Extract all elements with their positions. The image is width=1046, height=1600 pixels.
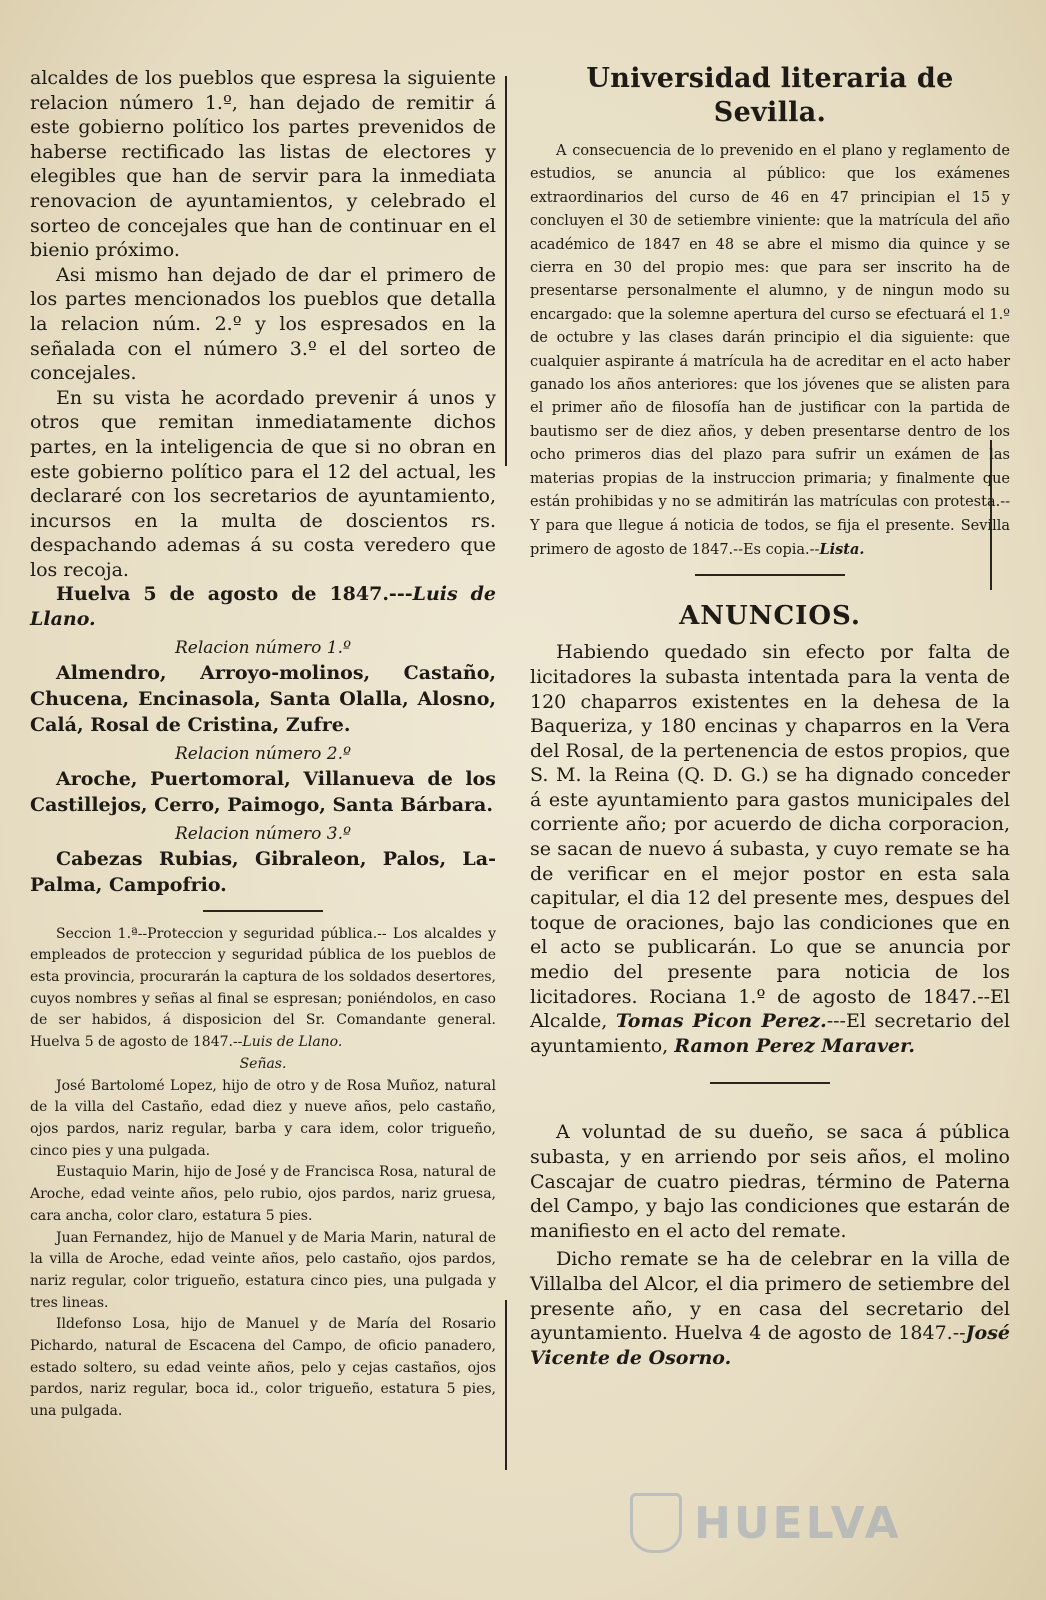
senas-item-4: Ildefonso Losa, hijo de Manuel y de María del Rosario Pichardo, natural de Escacena del Campo, de oficio panadero, estado soltero, su edad veinte años, pelo y cejas castaños, ojos pardos, nariz regular, boca id., color trigueño, estatura 5 pies, una pulgada. [30, 1316, 496, 1420]
intro-paragraph-3: En su vista he acordado prevenir á unos y otros que remitan inmediatamente dichos partes, en la inteligencia de que si no obran en este gobierno político para el 12 del actual, les declararé con los secretarios de ayuntamiento, incursos en la multa de doscientos rs. despachando ademas á su costa veredero que los recoja. [30, 386, 496, 581]
anuncio-1-signature-alcalde: Tomas Picon Perez. [615, 1010, 827, 1033]
relacion-3-list: Cabezas Rubias, Gibraleon, Palos, La-Palma, Campofrio. [30, 847, 496, 896]
dateline-signature: Luis de Llano. [30, 583, 496, 631]
left-column [30, 66, 496, 1423]
universidad-title: Universidad literaria de Sevilla. [586, 63, 954, 128]
senas-title: Señas. [239, 1055, 287, 1072]
relacion-1-list: Almendro, Arroyo-molinos, Castaño, Chucena, Encinasola, Santa Olalla, Alosno, Calá, Rosal de Cristina, Zufre. [30, 661, 496, 736]
intro-paragraph-2: Asi mismo han dejado de dar el primero de los partes mencionados los pueblos que detalla la relacion núm. 2.º y los espresados en la señalada con el número 3.º el del sorteo de concejales. [30, 263, 496, 385]
shield-icon [630, 1493, 682, 1553]
seccion-text: Seccion 1.ª--Proteccion y seguridad pública.-- Los alcaldes y empleados de proteccion y seguridad pública de los pueblos de esta provincia, procurarán la captura de los soldados desertores, cuyos nombres y señas al final se espresan; poniéndolos, en caso de ser habidos, á disposicion del Sr. Comandante general. Huelva 5 de agosto de 1847.-- [30, 925, 496, 1051]
relacion-3-title: Relacion número 3.º [174, 823, 352, 844]
senas-item-2: Eustaquio Marin, hijo de José y de Francisca Rosa, natural de Aroche, edad veinte años, pelo rubio, ojos pardos, nariz gruesa, cara ancha, color claro, estatura 5 pies. [30, 1164, 496, 1224]
anuncio-1-signature-secretario: Ramon Perez Maraver. [674, 1034, 916, 1057]
anuncio-2-paragraph-1: A voluntad de su dueño, se saca á pública subasta, y en arriendo por seis años, el molino Cascajar de cuatro piedras, término de Paterna del Campo, y bajo las condiciones que estarán de manifiesto en el acto del remate. [530, 1121, 1010, 1242]
relacion-2-title: Relacion número 2.º [174, 743, 352, 764]
relacion-2-list: Aroche, Puertomoral, Villanueva de los Castillejos, Cerro, Paimogo, Santa Bárbara. [30, 767, 496, 816]
watermark-text: HUELVA [694, 1497, 902, 1549]
dateline-text: Huelva 5 de agosto de 1847.--- [56, 583, 413, 606]
seccion-signature: Luis de Llano. [242, 1034, 343, 1051]
right-column [530, 62, 1010, 1370]
anuncio-1-text: Habiendo quedado sin efecto por falta de licitadores la subasta intentada para la venta de 120 chaparros existentes en la dehesa de la Baqueriza, y 180 encinas y chaparros en la Vera del Rosal, de la pertenencia de estos propios, que S. M. la Reina (Q. D. G.) se ha dignado conceder á este ayuntamiento para gastos municipales del corriente año; por acuerdo de dicha corporacion, se sacan de nuevo á subasta, y cuyo remate se ha de verificar en el mejor postor en esta sala capitular, el dia 12 del presente mes, despues del toque de oraciones, bajo las condiciones que en el acto se publicarán. Lo que se anuncia por medio del presente para noticia de los licitadores. Rociana 1.º de agosto de 1847.--El Alcalde, [530, 641, 1010, 1033]
anuncio-1-secretario-text: ---El secretario del ayuntamiento, [530, 1010, 1010, 1057]
anuncio-2-text: Dicho remate se ha de celebrar en la villa de Villalba del Alcor, el dia primero de setiembre del presente año, y en casa del secretario del ayuntamiento. Huelva 4 de agosto de 1847.-- [530, 1248, 1010, 1345]
anuncio-2-signature: José Vicente de Osorno. [530, 1322, 1010, 1369]
anuncio-1 [530, 640, 1010, 1058]
universidad-text [530, 140, 1010, 562]
anuncio-2-paragraph-2 [530, 1247, 1010, 1370]
column-rule-upper [505, 76, 507, 466]
archive-watermark [630, 1488, 950, 1558]
relacion-1-title: Relacion número 1.º [174, 637, 352, 658]
universidad-signature: Lista. [819, 540, 865, 558]
senas-item-1: José Bartolomé Lopez, hijo de otro y de Rosa Muñoz, natural de la villa del Castaño, edad diez y nueve años, pelo castaño, ojos pardos, nariz regular, barba y cara idem, color trigueño, cinco pies y una pulgada. [30, 1077, 496, 1159]
intro-paragraph-1: alcaldes de los pueblos que espresa la siguiente relacion número 1.º, han dejado de remitir á este gobierno político los partes prevenidos de haberse rectificado las listas de electores y elegibles que han de servir para la inmediata renovacion de ayuntamientos, y celebrado el sorteo de concejales que han de continuar en el bienio próximo. [30, 67, 496, 262]
dateline [30, 582, 496, 631]
universidad-body: A consecuencia de lo prevenido en el plano y reglamento de estudios, se anuncia al público: que los exámenes extraordinarios del curso de 46 en 47 principian el 15 y concluyen el 30 de setiembre viniente: que la matrícula del año académico de 1847 en 48 se abre el mismo dia quince y se cierra en 30 del propio mes: que para ser inscrito ha de presentarse personalmente el alumno, y de ningun modo su encargado: que la solemne apertura del curso se efectuará el 1.º de octubre y las clases darán principio el dia siguiente: que cualquier aspirante á matrícula ha de acreditar en el acto haber ganado los años anteriores: que los jóvenes que se alisten para el primer año de filosofía han de justificar con la partida de bautismo ser de diez años, y deben presentarse dentro de los ocho primeros dias del plazo para sufrir un exámen de las materias propias de la instruccion primaria; y finalmente que están prohibidas y no se admitirán las matrículas con protesta.--Y para que llegue á noticia de todos, se fija el presente. Sevilla primero de agosto de 1847.--Es copia.-- [530, 143, 1010, 558]
senas-item-3: Juan Fernandez, hijo de Manuel y de Maria Marin, natural de la villa de Aroche, edad veinte años, pelo castaño, ojos pardos, nariz regular, color trigueño, estatura cinco pies, una pulgada y tres lineas. [30, 1229, 496, 1311]
seccion-paragraph [30, 924, 496, 1054]
column-rule-lower [505, 1300, 507, 1470]
anuncios-title: ANUNCIOS. [679, 601, 861, 632]
